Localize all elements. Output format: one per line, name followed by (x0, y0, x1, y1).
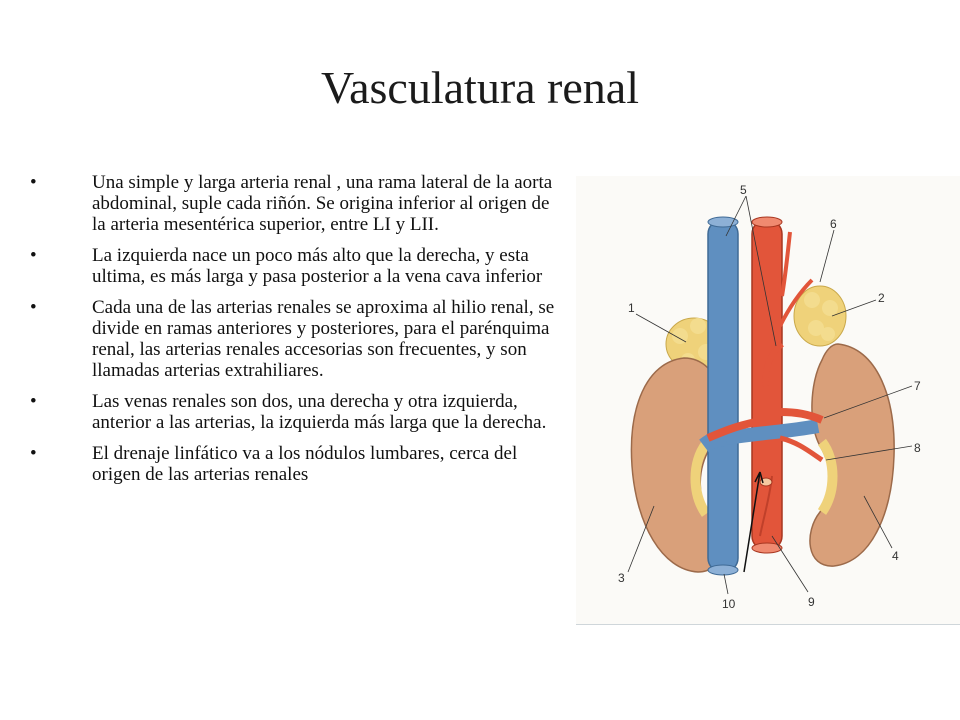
bullet-dot: • (30, 245, 37, 266)
label-9: 9 (808, 595, 815, 609)
bullet-text: Las venas renales son dos, una derecha y otra izquierda, anterior a las arterias, la izquierda más larga que la derecha. (92, 391, 547, 433)
left-adrenal-gland (794, 286, 846, 346)
label-7: 7 (914, 379, 921, 393)
bullet-item (30, 297, 560, 381)
bullet-item (30, 172, 560, 235)
left-kidney-hilum (822, 442, 833, 512)
label-5: 5 (740, 183, 747, 197)
left-kidney (810, 344, 894, 566)
accessory-renal-artery (780, 438, 822, 460)
renal-vasculature-illustration (576, 176, 960, 625)
bullet-text: Una simple y larga arteria renal , una rama lateral de la aorta abdominal, suple cada riñón. Se origina inferior al origen de la arteria mesentérica superior, entre LI y LII. (92, 172, 553, 235)
label-8: 8 (914, 441, 921, 455)
label-6: 6 (830, 217, 837, 231)
phrenic-artery-branch (782, 232, 790, 296)
slide-title: Vasculatura renal (320, 62, 639, 113)
label-10: 10 (722, 597, 736, 611)
bullet-item (30, 391, 560, 433)
bullet-text: El drenaje linfático va a los nódulos lumbares, cerca del origen de las arterias renales (92, 443, 518, 485)
bullet-item (30, 443, 560, 485)
label-3: 3 (618, 571, 625, 585)
bullet-item (30, 245, 560, 287)
bullet-dot: • (30, 391, 37, 412)
label-1: 1 (628, 301, 635, 315)
bullet-dot: • (30, 297, 37, 318)
anatomy-drawing (576, 176, 960, 624)
inferior-vena-cava (708, 217, 738, 575)
bullet-list (30, 172, 560, 495)
label-2: 2 (878, 291, 885, 305)
bullet-dot: • (30, 172, 37, 193)
bullet-text: La izquierda nace un poco más alto que la derecha, y esta ultima, es más larga y pasa posterior a la vena cava inferior (92, 245, 543, 287)
bullet-dot: • (30, 443, 37, 464)
label-4: 4 (892, 549, 899, 563)
bullet-text: Cada una de las arterias renales se aproxima al hilio renal, se divide en ramas anteriores y posteriores, para el parénquima renal, las arterias renales accesorias son frecuentes, y son llamadas arterias extrahiliares. (92, 297, 555, 381)
